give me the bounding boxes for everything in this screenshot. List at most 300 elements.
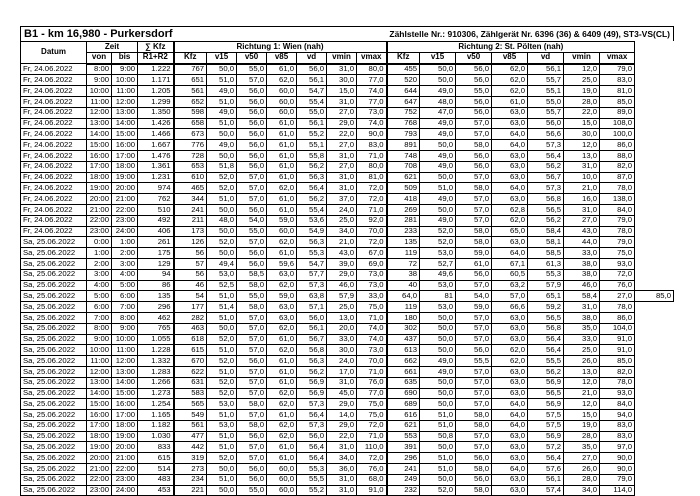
cell-r1-vd: 57,3 [297, 280, 327, 291]
cell-bis: 22:00 [112, 464, 138, 475]
cell-sum-kfz: 406 [138, 226, 174, 237]
cell-sum-kfz: 1.266 [138, 377, 174, 388]
cell-r2-v85: 63,0 [492, 107, 528, 118]
cell-r1-kfz: 583 [174, 388, 207, 399]
cell-r1-v15: 52,0 [207, 183, 237, 194]
cell-r1-v50: 57,0 [237, 194, 267, 205]
cell-r1-v85: 59,0 [267, 215, 297, 226]
cell-r2-v15: 50,0 [420, 323, 456, 334]
cell-r2-kfz: 119 [387, 248, 420, 259]
cell-sum-kfz: 462 [138, 312, 174, 323]
cell-r2-vd: 56,0 [528, 118, 564, 129]
cell-r2-vmax: 89,0 [600, 107, 635, 118]
cell-r2-v50: 57,0 [456, 215, 492, 226]
cell-r2-vd: 56,5 [528, 204, 564, 215]
cell-r2-vd: 56,8 [528, 194, 564, 205]
table-header [21, 42, 674, 64]
cell-r2-vmax: 91,0 [600, 345, 635, 356]
cell-r1-v15: 51,0 [207, 96, 237, 107]
cell-r2-v50: 57,0 [456, 204, 492, 215]
header-r2-vmin: vmin [564, 52, 600, 63]
cell-r2-kfz: 437 [387, 334, 420, 345]
cell-r2-kfz: 616 [387, 410, 420, 421]
cell-sum-kfz: 1.222 [138, 64, 174, 75]
cell-von: 19:00 [87, 183, 112, 194]
table-row [21, 356, 674, 367]
cell-r2-kfz: 768 [387, 118, 420, 129]
table-row [21, 442, 674, 453]
cell-r1-vd: 57,7 [297, 269, 327, 280]
cell-r1-v85: 60,0 [267, 96, 297, 107]
cell-sum-kfz: 296 [138, 302, 174, 313]
cell-r1-v15: 51,0 [207, 410, 237, 421]
cell-r2-vd: 56,1 [528, 64, 564, 75]
cell-von: 23:00 [87, 485, 112, 496]
cell-r1-vmin: 37,0 [327, 194, 357, 205]
cell-r1-v85: 62,0 [267, 183, 297, 194]
cell-r2-vd: 57,5 [528, 410, 564, 421]
cell-r2-kfz: 662 [387, 356, 420, 367]
cell-bis: 16:00 [112, 399, 138, 410]
cell-r2-kfz: 520 [387, 75, 420, 86]
cell-r2-v50: 57,0 [456, 442, 492, 453]
header-r1r2: R1+R2 [138, 52, 174, 63]
cell-r1-vd: 54,7 [297, 86, 327, 97]
cell-r1-vd: 55,5 [297, 474, 327, 485]
cell-r2-kfz: 644 [387, 86, 420, 97]
cell-r1-v85: 61,0 [267, 161, 297, 172]
cell-r2-vd: 55,3 [528, 269, 564, 280]
cell-datum: Sa, 25.06.2022 [21, 334, 87, 345]
cell-r1-vd: 54,7 [297, 258, 327, 269]
cell-r2-vmin: 22,0 [564, 107, 600, 118]
cell-r1-v85: 61,0 [267, 356, 297, 367]
cell-r1-vd: 56,4 [297, 442, 327, 453]
cell-r1-kfz: 561 [174, 86, 207, 97]
cell-datum: Sa, 25.06.2022 [21, 302, 87, 313]
cell-r2-v85: 62,0 [492, 345, 528, 356]
cell-r2-v50: 56,0 [456, 345, 492, 356]
cell-r1-v50: 54,0 [237, 215, 267, 226]
cell-r2-kfz: 296 [387, 453, 420, 464]
cell-sum-kfz: 453 [138, 485, 174, 496]
cell-r1-v15: 50,0 [207, 485, 237, 496]
cell-r2-v15: 52,0 [420, 237, 456, 248]
cell-r1-kfz: 344 [174, 194, 207, 205]
cell-r2-vmax: 79,0 [600, 237, 635, 248]
cell-r2-vmin: 43,0 [564, 226, 600, 237]
cell-r2-v85: 63,0 [492, 334, 528, 345]
cell-r1-v50: 58,0 [237, 280, 267, 291]
cell-r2-v85: 63,0 [492, 377, 528, 388]
cell-r1-vmax: 33,0 [357, 291, 387, 302]
cell-bis: 2:00 [112, 248, 138, 259]
cell-r1-vmin: 13,0 [327, 312, 357, 323]
cell-von: 17:00 [87, 161, 112, 172]
cell-r2-vd: 56,7 [528, 172, 564, 183]
cell-r1-vmin: 22,0 [327, 431, 357, 442]
cell-r2-vd: 56,5 [528, 388, 564, 399]
cell-datum: Sa, 25.06.2022 [21, 312, 87, 323]
table-row [21, 150, 674, 161]
cell-r1-vd: 56,3 [297, 237, 327, 248]
cell-r2-v85: 64,0 [492, 464, 528, 475]
cell-r2-vd: 56,9 [528, 399, 564, 410]
cell-r2-vd: 57,6 [528, 464, 564, 475]
cell-r2-v85: 62,0 [492, 86, 528, 97]
cell-r1-kfz: 56 [174, 248, 207, 259]
cell-r1-v50: 57,0 [237, 312, 267, 323]
cell-sum-kfz: 1.361 [138, 161, 174, 172]
cell-r2-v50: 57,0 [456, 129, 492, 140]
cell-r1-v50: 56,0 [237, 96, 267, 107]
cell-r2-vmin: 33,0 [564, 334, 600, 345]
cell-r2-kfz: 509 [387, 183, 420, 194]
cell-r1-vmax: 92,0 [357, 215, 387, 226]
cell-r2-v85: 63,0 [492, 366, 528, 377]
cell-r2-vmin: 19,0 [564, 86, 600, 97]
cell-r2-v50: 57,0 [456, 431, 492, 442]
table-row [21, 161, 674, 172]
cell-r2-kfz: 281 [387, 215, 420, 226]
cell-r1-v50: 55,0 [237, 291, 267, 302]
cell-r1-v15: 53,0 [207, 269, 237, 280]
cell-bis: 12:00 [112, 96, 138, 107]
cell-r2-vd: 56,2 [528, 161, 564, 172]
cell-r2-vd: 55,1 [528, 86, 564, 97]
cell-r1-vmax: 74,0 [357, 118, 387, 129]
cell-r1-v85: 61,0 [267, 140, 297, 151]
cell-r1-vmax: 73,0 [357, 107, 387, 118]
cell-bis: 19:00 [112, 172, 138, 183]
cell-r2-kfz: 553 [387, 431, 420, 442]
cell-r2-vmin: 15,0 [564, 118, 600, 129]
cell-sum-kfz: 514 [138, 464, 174, 475]
cell-r2-v15: 48,0 [420, 96, 456, 107]
cell-r2-v50: 57,0 [456, 377, 492, 388]
cell-r2-v50: 54,0 [456, 291, 492, 302]
cell-r1-kfz: 610 [174, 172, 207, 183]
cell-r2-v85: 64,0 [492, 129, 528, 140]
cell-r2-v85: 64,0 [492, 183, 528, 194]
cell-r2-vd: 57,2 [528, 442, 564, 453]
cell-bis: 9:00 [112, 323, 138, 334]
cell-r1-v50: 58,5 [237, 269, 267, 280]
cell-r1-vmin: 36,0 [327, 464, 357, 475]
cell-r1-v50: 56,0 [237, 150, 267, 161]
cell-bis: 11:00 [112, 86, 138, 97]
table-row [21, 129, 674, 140]
cell-r1-kfz: 622 [174, 366, 207, 377]
cell-bis: 7:00 [112, 302, 138, 313]
cell-r2-vmax: 108,0 [600, 118, 635, 129]
cell-bis: 14:00 [112, 377, 138, 388]
cell-r1-vmax: 69,0 [357, 258, 387, 269]
cell-r1-v50: 57,0 [237, 377, 267, 388]
table-row [21, 323, 674, 334]
cell-r1-vmin: 15,0 [327, 86, 357, 97]
cell-r2-v50: 57,0 [456, 172, 492, 183]
cell-r1-vmin: 29,0 [327, 269, 357, 280]
cell-r1-vmin: 31,0 [327, 485, 357, 496]
cell-r2-vmin: 38,0 [564, 269, 600, 280]
cell-r1-v15: 51,0 [207, 118, 237, 129]
cell-sum-kfz: 129 [138, 258, 174, 269]
cell-datum: Sa, 25.06.2022 [21, 237, 87, 248]
cell-r2-v50: 58,0 [456, 140, 492, 151]
cell-r2-vmin: 12,0 [564, 399, 600, 410]
cell-r2-v50: 56,0 [456, 64, 492, 75]
cell-datum: Sa, 25.06.2022 [21, 269, 87, 280]
cell-bis: 1:00 [112, 237, 138, 248]
cell-r1-vd: 53,6 [297, 215, 327, 226]
cell-r1-vmax: 70,0 [357, 356, 387, 367]
cell-r1-vmin: 31,0 [327, 96, 357, 107]
cell-datum: Fr, 24.06.2022 [21, 226, 87, 237]
cell-sum-kfz: 1.350 [138, 107, 174, 118]
cell-datum: Fr, 24.06.2022 [21, 194, 87, 205]
table-row [21, 140, 674, 151]
cell-r1-v15: 49,0 [207, 140, 237, 151]
cell-sum-kfz: 1.667 [138, 140, 174, 151]
cell-r2-vmin: 31,0 [564, 302, 600, 313]
cell-datum: Sa, 25.06.2022 [21, 291, 87, 302]
cell-r1-kfz: 653 [174, 161, 207, 172]
cell-r1-v15: 52,0 [207, 453, 237, 464]
cell-r1-vd: 55,4 [297, 96, 327, 107]
cell-r1-v15: 52,0 [207, 356, 237, 367]
cell-r2-v85: 66,6 [492, 302, 528, 313]
cell-r2-v85: 63,0 [492, 388, 528, 399]
cell-r1-v85: 61,0 [267, 366, 297, 377]
cell-r2-vmax: 87,0 [600, 172, 635, 183]
cell-sum-kfz: 615 [138, 453, 174, 464]
cell-bis: 21:00 [112, 194, 138, 205]
cell-von: 21:00 [87, 204, 112, 215]
table-row [21, 269, 674, 280]
cell-r2-kfz: 793 [387, 129, 420, 140]
cell-r1-vmax: 71,0 [357, 204, 387, 215]
cell-r2-kfz: 891 [387, 140, 420, 151]
cell-sum-kfz: 94 [138, 269, 174, 280]
cell-r1-v85: 60,0 [267, 86, 297, 97]
cell-datum: Sa, 25.06.2022 [21, 377, 87, 388]
cell-datum: Sa, 25.06.2022 [21, 345, 87, 356]
cell-r1-kfz: 241 [174, 204, 207, 215]
cell-r1-v50: 56,0 [237, 204, 267, 215]
cell-r1-v85: 63,0 [267, 269, 297, 280]
cell-r1-vmax: 76,0 [357, 464, 387, 475]
cell-r1-kfz: 618 [174, 334, 207, 345]
cell-r2-v85: 65,0 [492, 226, 528, 237]
cell-sum-kfz: 833 [138, 442, 174, 453]
cell-bis: 23:00 [112, 474, 138, 485]
table-row [21, 183, 674, 194]
header-bis: bis [112, 52, 138, 63]
header-r2-v85: v85 [492, 52, 528, 63]
cell-r2-v50: 61,0 [456, 258, 492, 269]
cell-r1-vmax: 74,0 [357, 334, 387, 345]
cell-r1-v50: 55,0 [237, 226, 267, 237]
cell-r1-v50: 57,0 [237, 410, 267, 421]
cell-r1-v15: 50,0 [207, 129, 237, 140]
cell-r1-vmax: 72,0 [357, 237, 387, 248]
cell-r2-vmax: 83,0 [600, 431, 635, 442]
cell-r2-vmin: 12,0 [564, 140, 600, 151]
cell-r2-vmin: 34,0 [564, 485, 600, 496]
cell-r1-vmax: 75,0 [357, 399, 387, 410]
cell-r2-vmin: 27,0 [564, 215, 600, 226]
table-row [21, 366, 674, 377]
cell-r1-v15: 50,0 [207, 204, 237, 215]
table-row [21, 302, 674, 313]
cell-r1-v15: 53,0 [207, 399, 237, 410]
cell-sum-kfz: 765 [138, 323, 174, 334]
cell-r1-v85: 60,0 [267, 485, 297, 496]
cell-r2-vmin: 38,0 [564, 258, 600, 269]
cell-r2-vmax: 90,0 [600, 464, 635, 475]
cell-r1-kfz: 728 [174, 150, 207, 161]
cell-r1-v15: 50,0 [207, 226, 237, 237]
cell-bis: 9:00 [112, 64, 138, 75]
cell-r2-v15: 49,6 [420, 269, 456, 280]
cell-sum-kfz: 1.254 [138, 399, 174, 410]
cell-r2-v85: 67,1 [492, 258, 528, 269]
cell-r1-kfz: 652 [174, 96, 207, 107]
cell-r2-v85: 61,0 [492, 96, 528, 107]
cell-sum-kfz: 1.171 [138, 75, 174, 86]
cell-bis: 17:00 [112, 410, 138, 421]
cell-r1-vmin: 57,9 [327, 291, 357, 302]
cell-r2-vmax: 72,0 [600, 269, 635, 280]
table-row [21, 204, 674, 215]
cell-von: 14:00 [87, 388, 112, 399]
table-row [21, 258, 674, 269]
cell-r1-vd: 56,9 [297, 377, 327, 388]
cell-bis: 13:00 [112, 107, 138, 118]
cell-r2-kfz: 232 [387, 485, 420, 496]
table-row [21, 410, 674, 421]
table-row [21, 485, 674, 496]
cell-r1-v15: 52,0 [207, 388, 237, 399]
cell-r2-vd: 56,6 [528, 129, 564, 140]
cell-r1-kfz: 221 [174, 485, 207, 496]
cell-r2-v85: 63,0 [492, 118, 528, 129]
cell-r2-kfz: 40 [387, 280, 420, 291]
cell-bis: 8:00 [112, 312, 138, 323]
cell-datum: Fr, 24.06.2022 [21, 86, 87, 97]
cell-r1-v85: 62,0 [267, 431, 297, 442]
cell-r1-v50: 57,0 [237, 388, 267, 399]
cell-r1-vd: 55,8 [297, 150, 327, 161]
cell-r2-v50: 56,0 [456, 96, 492, 107]
cell-r1-v50: 57,0 [237, 345, 267, 356]
cell-r2-vd: 56,2 [528, 215, 564, 226]
cell-bis: 11:00 [112, 345, 138, 356]
cell-bis: 18:00 [112, 420, 138, 431]
cell-r2-v50: 56,0 [456, 453, 492, 464]
cell-bis: 24:00 [112, 226, 138, 237]
cell-r2-vmax: 91,0 [600, 334, 635, 345]
cell-r1-v15: 50,0 [207, 64, 237, 75]
cell-r1-kfz: 477 [174, 431, 207, 442]
cell-r1-v50: 58,0 [237, 302, 267, 313]
cell-r1-vd: 56,3 [297, 172, 327, 183]
cell-von: 8:00 [87, 64, 112, 75]
cell-r2-vmin: 25,0 [564, 75, 600, 86]
cell-r2-vd: 56,9 [528, 431, 564, 442]
cell-r2-vmin: 33,0 [564, 248, 600, 259]
cell-r2-vmax: 76,0 [600, 280, 635, 291]
cell-r1-vd: 56,4 [297, 410, 327, 421]
cell-sum-kfz: 1.299 [138, 96, 174, 107]
cell-r2-vmin: 13,0 [564, 366, 600, 377]
cell-r1-vmin: 21,0 [327, 237, 357, 248]
cell-r1-v15: 51,0 [207, 442, 237, 453]
cell-r1-kfz: 319 [174, 453, 207, 464]
cell-r2-kfz: 647 [387, 96, 420, 107]
cell-r1-kfz: 54 [174, 291, 207, 302]
cell-r2-vmin: 31,0 [564, 161, 600, 172]
cell-r1-vmin: 25,0 [327, 302, 357, 313]
table-row [21, 453, 674, 464]
cell-r2-v15: 50,0 [420, 388, 456, 399]
cell-r2-vd: 56,4 [528, 334, 564, 345]
cell-r1-kfz: 282 [174, 312, 207, 323]
cell-bis: 10:00 [112, 75, 138, 86]
cell-sum-kfz: 261 [138, 237, 174, 248]
cell-datum: Fr, 24.06.2022 [21, 161, 87, 172]
cell-r1-kfz: 615 [174, 345, 207, 356]
cell-r2-vmax: 86,0 [600, 140, 635, 151]
cell-r1-v15: 53,0 [207, 420, 237, 431]
cell-r1-vmax: 90,0 [357, 129, 387, 140]
table-row [21, 215, 674, 226]
cell-r1-kfz: 465 [174, 183, 207, 194]
cell-r2-v15: 49,0 [420, 118, 456, 129]
cell-r1-vmin: 17,0 [327, 366, 357, 377]
cell-bis: 4:00 [112, 269, 138, 280]
cell-r2-v85: 62,0 [492, 75, 528, 86]
cell-r2-kfz: 635 [387, 377, 420, 388]
table-row [21, 64, 674, 75]
cell-r2-vd: 55,0 [528, 96, 564, 107]
table-row [21, 312, 674, 323]
cell-r1-v50: 57,0 [237, 75, 267, 86]
header-r1-vmin: vmin [327, 52, 357, 63]
cell-r1-vd: 55,4 [297, 204, 327, 215]
cell-r1-vmax: 80,0 [357, 64, 387, 75]
cell-r1-kfz: 561 [174, 420, 207, 431]
cell-r1-v85: 61,0 [267, 377, 297, 388]
cell-r2-v50: 58,0 [456, 485, 492, 496]
cell-r1-vmax: 67,0 [357, 248, 387, 259]
cell-r1-v50: 55,0 [237, 64, 267, 75]
cell-r1-kfz: 177 [174, 302, 207, 313]
cell-r2-v15: 53,0 [420, 280, 456, 291]
cell-r2-v85: 63,0 [492, 431, 528, 442]
cell-r1-v85: 60,0 [267, 474, 297, 485]
cell-r2-v85: 62,0 [492, 356, 528, 367]
cell-r1-v50: 56,0 [237, 86, 267, 97]
cell-r2-vmax: 78,0 [600, 183, 635, 194]
cell-r1-v50: 57,0 [237, 334, 267, 345]
cell-r1-v15: 52,0 [207, 172, 237, 183]
cell-r2-v50: 57,0 [456, 312, 492, 323]
cell-bis: 14:00 [112, 118, 138, 129]
cell-r1-vmin: 31,0 [327, 183, 357, 194]
cell-r1-v15: 51,0 [207, 366, 237, 377]
